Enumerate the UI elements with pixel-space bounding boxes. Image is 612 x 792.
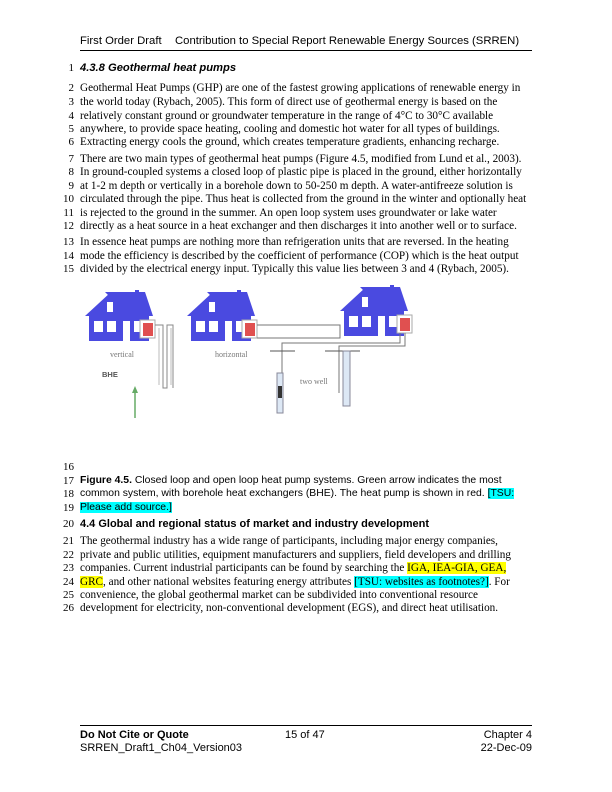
text-segment: divided by the electrical energy input. Typically this value lies between 3 and 4 (Rybach, 2005). <box>80 263 509 275</box>
text-line <box>80 602 498 614</box>
line-number: 6 <box>68 136 74 148</box>
text-segment: Figure 4.5. <box>80 475 132 486</box>
text-line <box>80 488 514 499</box>
text-segment: relatively constant ground or groundwater temperature in the range of 4°C to 30°C available <box>80 110 494 122</box>
line-number: 2 <box>68 82 74 94</box>
text-line <box>80 96 497 108</box>
text-segment: private and public utilities, equipment manufacturers and suppliers, field developers and drilling <box>80 549 511 561</box>
text-line <box>80 589 478 601</box>
line-number: 21 <box>63 535 74 547</box>
text-segment: . For <box>488 576 510 588</box>
footer-rule <box>80 725 532 726</box>
text-line <box>80 180 513 192</box>
line-number: 12 <box>63 220 74 232</box>
footer-page-number: 15 of 47 <box>285 729 325 741</box>
line-number: 18 <box>63 488 74 500</box>
footer-chapter: Chapter 4 <box>483 729 532 741</box>
line-number: 24 <box>63 576 74 588</box>
text-segment: mode the efficiency is described by the coefficient of performance (COP) which is the heat output <box>80 250 519 262</box>
text-segment: is rejected to the ground in the summer. An open loop system uses groundwater or lake water <box>80 207 497 219</box>
text-segment: , and other national websites featuring energy attributes <box>103 576 355 588</box>
heat-pump-icon <box>143 323 153 336</box>
header-title: Contribution to Special Report Renewable Energy Sources (SRREN) <box>175 35 520 47</box>
text-segment: companies. Current industrial participants can be found by searching the <box>80 562 408 574</box>
footer-date: 22-Dec-09 <box>480 742 532 754</box>
text-segment: common system, with borehole heat exchangers (BHE). The heat pump is shown in red. <box>80 488 488 499</box>
footer-doc-id: SRREN_Draft1_Ch04_Version03 <box>80 742 243 754</box>
text-segment: In ground-coupled systems a closed loop of plastic pipe is placed in the ground, either horizontally <box>80 166 522 178</box>
line-number: 20 <box>63 518 74 530</box>
text-segment: There are two main types of geothermal heat pumps (Figure 4.5, modified from Lund et al., 2003). <box>80 153 522 165</box>
text-segment: The geothermal industry has a wide range of participants, including major energy companies, <box>80 535 498 547</box>
text-line <box>80 123 500 135</box>
text-segment: Extracting energy cools the ground, which creates temperature gradients, enhancing recharge. <box>80 136 500 148</box>
text-segment: development for electricity, non-conventional development (EGS), and direct heat utilisation. <box>80 602 499 614</box>
line-number: 16 <box>63 461 74 473</box>
figure-4-5 <box>85 283 455 463</box>
text-line <box>80 576 510 588</box>
text-line <box>80 153 521 165</box>
label-two-well: two well <box>300 377 328 386</box>
line-number: 10 <box>63 193 74 205</box>
text-line <box>80 236 509 248</box>
line-number: 3 <box>68 96 74 108</box>
text-line <box>80 136 499 148</box>
line-number: 15 <box>63 263 74 275</box>
label-bhe: BHE <box>102 370 118 379</box>
highlighted-text: GRC <box>80 576 104 588</box>
text-line <box>80 502 172 513</box>
text-segment: convenience, the global geothermal market can be subdivided into conventional resource <box>80 589 478 601</box>
highlighted-text: [TSU: websites as footnotes?] <box>354 576 489 588</box>
text-line <box>80 207 497 219</box>
text-segment: Geothermal Heat Pumps (GHP) are one of the fastest growing applications of renewable energy in <box>80 82 521 94</box>
line-number: 9 <box>68 180 74 192</box>
text-line <box>80 82 520 94</box>
text-line <box>80 110 493 122</box>
text-segment: Closed loop and open loop heat pump systems. Green arrow indicates the most <box>131 475 502 486</box>
text-line <box>80 475 502 486</box>
text-segment: In essence heat pumps are nothing more than refrigeration units that are reversed. In the heating <box>80 236 509 248</box>
label-vertical: vertical <box>110 350 134 359</box>
text-segment: circulated through the pipe. Thus heat is collected from the ground in the winter and optionally heat <box>80 193 527 205</box>
text-line <box>80 166 522 178</box>
text-segment: anywhere, to provide space heating, cooling and domestic hot water for all types of buildings. <box>80 123 500 135</box>
line-number: 26 <box>63 602 74 614</box>
highlighted-text: [TSU: <box>487 488 515 499</box>
line-number: 22 <box>63 549 74 561</box>
text-line <box>80 193 526 205</box>
footer-notice: Do Not Cite or Quote <box>80 729 189 741</box>
line-number: 1 <box>68 62 74 74</box>
highlighted-text: IGA, IEA-GIA, GEA, <box>407 562 507 574</box>
text-segment: at 1-2 m depth or vertically in a borehole down to 50-250 m depth. A water-antifreeze solution is <box>80 180 513 192</box>
line-number: 5 <box>68 123 74 135</box>
line-number: 7 <box>68 153 74 165</box>
text-line <box>80 518 429 530</box>
header-left: First Order Draft <box>80 35 162 47</box>
text-segment: 4.4 Global and regional status of market and industry development <box>80 518 430 530</box>
line-number: 11 <box>63 207 74 219</box>
line-number: 25 <box>63 589 74 601</box>
text-line <box>80 62 236 74</box>
text-segment: the world today (Rybach, 2005). This form of direct use of geothermal energy is based on the <box>80 96 498 108</box>
line-number: 4 <box>68 110 74 122</box>
text-segment: 4.3.8 Geothermal heat pumps <box>80 62 237 74</box>
line-number: 17 <box>63 475 74 487</box>
label-horizontal: horizontal <box>215 350 248 359</box>
text-line <box>80 250 519 262</box>
text-line <box>80 535 498 547</box>
line-number: 23 <box>63 562 74 574</box>
highlighted-text: Please add source.] <box>80 502 172 513</box>
text-line <box>80 562 506 574</box>
line-number: 8 <box>68 166 74 178</box>
text-line <box>80 263 509 275</box>
header-rule <box>80 50 532 51</box>
text-line <box>80 549 511 561</box>
text-segment: directly as a heat source in a heat exchanger and then discharges it into another well or to surface. <box>80 220 517 232</box>
text-line <box>80 220 517 232</box>
line-number: 14 <box>63 250 74 262</box>
line-number: 19 <box>63 502 74 514</box>
line-number: 13 <box>63 236 74 248</box>
